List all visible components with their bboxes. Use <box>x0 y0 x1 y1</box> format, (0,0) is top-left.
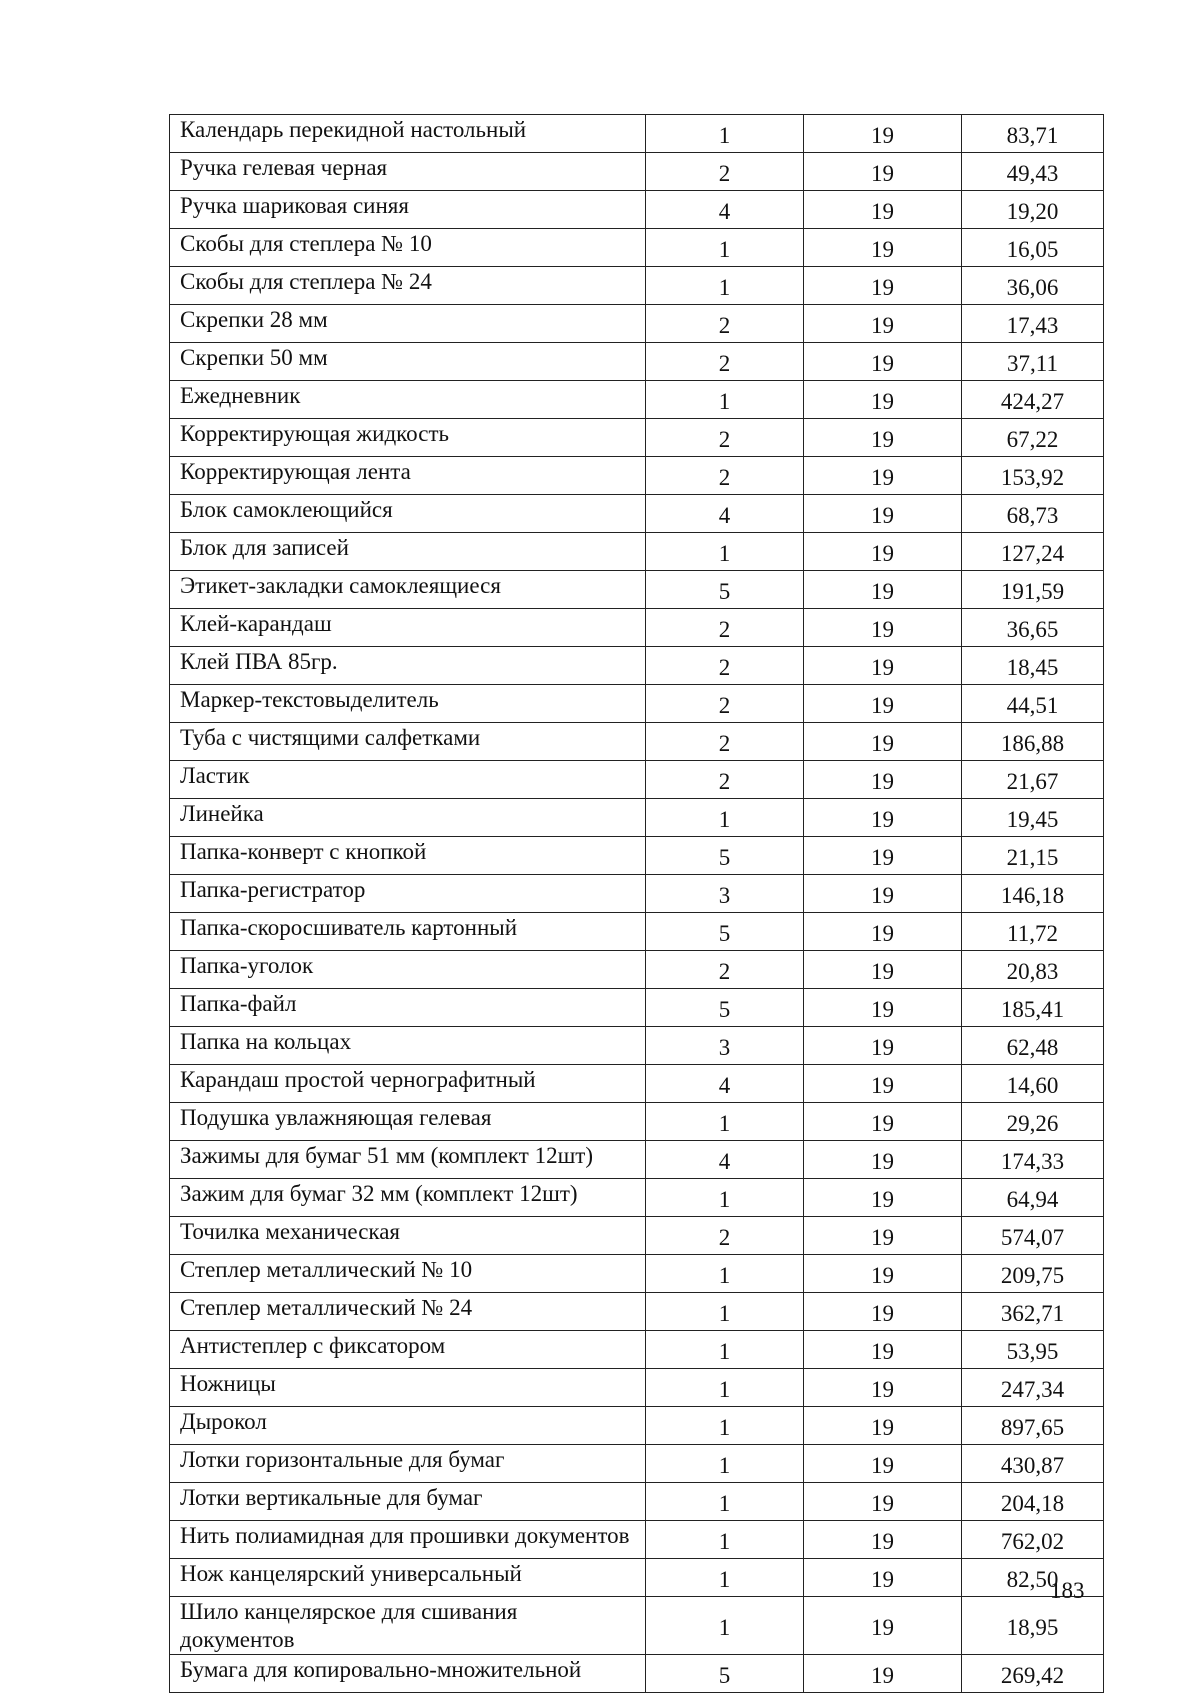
supplies-table <box>169 114 1104 1693</box>
price-cell: 44,51 <box>962 685 1104 723</box>
table-row <box>170 1597 1104 1655</box>
count-cell: 19 <box>804 115 962 153</box>
quantity-cell: 4 <box>646 191 804 229</box>
item-name-cell: Клей ПВА 85гр. <box>170 647 646 685</box>
count-cell: 19 <box>804 229 962 267</box>
price-cell: 247,34 <box>962 1369 1104 1407</box>
item-name-cell: Дырокол <box>170 1407 646 1445</box>
table-body <box>170 115 1104 1693</box>
item-name-cell: Папка-скоросшиватель картонный <box>170 913 646 951</box>
table-row <box>170 1331 1104 1369</box>
count-cell: 19 <box>804 723 962 761</box>
quantity-cell: 1 <box>646 1445 804 1483</box>
item-name-cell: Шило канцелярское для сшивания документов <box>170 1597 646 1655</box>
table-row <box>170 571 1104 609</box>
quantity-cell: 1 <box>646 1483 804 1521</box>
table-row <box>170 685 1104 723</box>
item-name-cell: Этикет-закладки самоклеящиеся <box>170 571 646 609</box>
price-cell: 185,41 <box>962 989 1104 1027</box>
table-row <box>170 115 1104 153</box>
price-cell: 36,06 <box>962 267 1104 305</box>
price-cell: 67,22 <box>962 419 1104 457</box>
quantity-cell: 3 <box>646 875 804 913</box>
item-name-cell: Скобы для степлера № 10 <box>170 229 646 267</box>
table-row <box>170 1521 1104 1559</box>
table-row <box>170 457 1104 495</box>
quantity-cell: 1 <box>646 1293 804 1331</box>
price-cell: 37,11 <box>962 343 1104 381</box>
count-cell: 19 <box>804 571 962 609</box>
count-cell: 19 <box>804 951 962 989</box>
price-cell: 174,33 <box>962 1141 1104 1179</box>
item-name-cell: Нож канцелярский универсальный <box>170 1559 646 1597</box>
item-name-cell: Туба с чистящими салфетками <box>170 723 646 761</box>
item-name-cell: Клей-карандаш <box>170 609 646 647</box>
table-row <box>170 875 1104 913</box>
quantity-cell: 2 <box>646 951 804 989</box>
count-cell: 19 <box>804 305 962 343</box>
count-cell: 19 <box>804 1559 962 1597</box>
quantity-cell: 5 <box>646 1655 804 1693</box>
count-cell: 19 <box>804 1217 962 1255</box>
quantity-cell: 1 <box>646 115 804 153</box>
quantity-cell: 1 <box>646 267 804 305</box>
count-cell: 19 <box>804 837 962 875</box>
quantity-cell: 5 <box>646 837 804 875</box>
item-name-cell: Маркер-текстовыделитель <box>170 685 646 723</box>
price-cell: 36,65 <box>962 609 1104 647</box>
price-cell: 153,92 <box>962 457 1104 495</box>
item-name-cell: Лотки вертикальные для бумаг <box>170 1483 646 1521</box>
price-cell: 18,95 <box>962 1597 1104 1655</box>
quantity-cell: 1 <box>646 1255 804 1293</box>
item-name-cell: Ежедневник <box>170 381 646 419</box>
count-cell: 19 <box>804 191 962 229</box>
count-cell: 19 <box>804 343 962 381</box>
quantity-cell: 2 <box>646 647 804 685</box>
price-cell: 21,67 <box>962 761 1104 799</box>
page-number: 183 <box>1050 1578 1085 1603</box>
quantity-cell: 1 <box>646 229 804 267</box>
item-name-cell: Скрепки 50 мм <box>170 343 646 381</box>
count-cell: 19 <box>804 1445 962 1483</box>
table-row <box>170 153 1104 191</box>
item-name-cell: Блок для записей <box>170 533 646 571</box>
price-cell: 20,83 <box>962 951 1104 989</box>
count-cell: 19 <box>804 1103 962 1141</box>
count-cell: 19 <box>804 1027 962 1065</box>
count-cell: 19 <box>804 267 962 305</box>
item-name-cell: Ножницы <box>170 1369 646 1407</box>
item-name-cell: Зажим для бумаг 32 мм (комплект 12шт) <box>170 1179 646 1217</box>
table-row <box>170 267 1104 305</box>
item-name-cell: Лотки горизонтальные для бумаг <box>170 1445 646 1483</box>
table-row <box>170 1407 1104 1445</box>
count-cell: 19 <box>804 989 962 1027</box>
price-cell: 204,18 <box>962 1483 1104 1521</box>
item-name-cell: Зажимы для бумаг 51 мм (комплект 12шт) <box>170 1141 646 1179</box>
table-row <box>170 1655 1104 1693</box>
item-name-cell: Бумага для копировально-множительной <box>170 1655 646 1693</box>
price-cell: 430,87 <box>962 1445 1104 1483</box>
price-cell: 19,45 <box>962 799 1104 837</box>
count-cell: 19 <box>804 1065 962 1103</box>
item-name-cell: Папка-уголок <box>170 951 646 989</box>
table-row <box>170 305 1104 343</box>
quantity-cell: 2 <box>646 609 804 647</box>
price-cell: 53,95 <box>962 1331 1104 1369</box>
item-name-cell: Ручка гелевая черная <box>170 153 646 191</box>
price-cell: 209,75 <box>962 1255 1104 1293</box>
price-cell: 186,88 <box>962 723 1104 761</box>
item-name-cell: Карандаш простой чернографитный <box>170 1065 646 1103</box>
item-name-cell: Точилка механическая <box>170 1217 646 1255</box>
quantity-cell: 4 <box>646 1141 804 1179</box>
price-cell: 14,60 <box>962 1065 1104 1103</box>
price-cell: 49,43 <box>962 153 1104 191</box>
count-cell: 19 <box>804 875 962 913</box>
count-cell: 19 <box>804 381 962 419</box>
quantity-cell: 5 <box>646 913 804 951</box>
table-row <box>170 837 1104 875</box>
quantity-cell: 1 <box>646 1559 804 1597</box>
table-row <box>170 1445 1104 1483</box>
table-row <box>170 1141 1104 1179</box>
count-cell: 19 <box>804 457 962 495</box>
quantity-cell: 2 <box>646 723 804 761</box>
quantity-cell: 3 <box>646 1027 804 1065</box>
count-cell: 19 <box>804 1597 962 1655</box>
price-cell: 21,15 <box>962 837 1104 875</box>
price-cell: 82,50 <box>962 1559 1104 1597</box>
table-row <box>170 761 1104 799</box>
count-cell: 19 <box>804 1255 962 1293</box>
quantity-cell: 2 <box>646 685 804 723</box>
price-cell: 68,73 <box>962 495 1104 533</box>
count-cell: 19 <box>804 685 962 723</box>
item-name-cell: Скобы для степлера № 24 <box>170 267 646 305</box>
table-row <box>170 989 1104 1027</box>
table-row <box>170 191 1104 229</box>
quantity-cell: 1 <box>646 1597 804 1655</box>
item-name-cell: Корректирующая лента <box>170 457 646 495</box>
table-row <box>170 495 1104 533</box>
count-cell: 19 <box>804 799 962 837</box>
price-cell: 269,42 <box>962 1655 1104 1693</box>
count-cell: 19 <box>804 1407 962 1445</box>
quantity-cell: 2 <box>646 153 804 191</box>
item-name-cell: Нить полиамидная для прошивки документов <box>170 1521 646 1559</box>
count-cell: 19 <box>804 495 962 533</box>
quantity-cell: 5 <box>646 571 804 609</box>
price-cell: 762,02 <box>962 1521 1104 1559</box>
table-row <box>170 1559 1104 1597</box>
table-row <box>170 229 1104 267</box>
quantity-cell: 2 <box>646 343 804 381</box>
price-cell: 16,05 <box>962 229 1104 267</box>
price-cell: 424,27 <box>962 381 1104 419</box>
table-row <box>170 609 1104 647</box>
price-cell: 897,65 <box>962 1407 1104 1445</box>
quantity-cell: 2 <box>646 761 804 799</box>
quantity-cell: 1 <box>646 1369 804 1407</box>
item-name-cell: Папка-файл <box>170 989 646 1027</box>
price-cell: 146,18 <box>962 875 1104 913</box>
quantity-cell: 2 <box>646 305 804 343</box>
count-cell: 19 <box>804 1521 962 1559</box>
table-row <box>170 1179 1104 1217</box>
table-row <box>170 1217 1104 1255</box>
item-name-cell: Блок самоклеющийся <box>170 495 646 533</box>
quantity-cell: 1 <box>646 799 804 837</box>
count-cell: 19 <box>804 1369 962 1407</box>
price-cell: 127,24 <box>962 533 1104 571</box>
quantity-cell: 2 <box>646 1217 804 1255</box>
table-row <box>170 951 1104 989</box>
count-cell: 19 <box>804 1483 962 1521</box>
quantity-cell: 1 <box>646 533 804 571</box>
price-cell: 362,71 <box>962 1293 1104 1331</box>
item-name-cell: Линейка <box>170 799 646 837</box>
count-cell: 19 <box>804 1293 962 1331</box>
quantity-cell: 2 <box>646 457 804 495</box>
quantity-cell: 2 <box>646 419 804 457</box>
count-cell: 19 <box>804 1331 962 1369</box>
item-name-cell: Папка на кольцах <box>170 1027 646 1065</box>
price-cell: 18,45 <box>962 647 1104 685</box>
quantity-cell: 1 <box>646 1521 804 1559</box>
item-name-cell: Календарь перекидной настольный <box>170 115 646 153</box>
price-cell: 11,72 <box>962 913 1104 951</box>
table-row <box>170 723 1104 761</box>
table-row <box>170 419 1104 457</box>
price-cell: 29,26 <box>962 1103 1104 1141</box>
table-row <box>170 1369 1104 1407</box>
count-cell: 19 <box>804 1655 962 1693</box>
count-cell: 19 <box>804 419 962 457</box>
item-name-cell: Папка-регистратор <box>170 875 646 913</box>
count-cell: 19 <box>804 1141 962 1179</box>
table-row <box>170 799 1104 837</box>
table-row <box>170 647 1104 685</box>
table-row <box>170 1293 1104 1331</box>
price-cell: 83,71 <box>962 115 1104 153</box>
table-row <box>170 381 1104 419</box>
count-cell: 19 <box>804 153 962 191</box>
item-name-cell: Подушка увлажняющая гелевая <box>170 1103 646 1141</box>
quantity-cell: 1 <box>646 381 804 419</box>
table-row <box>170 343 1104 381</box>
price-cell: 17,43 <box>962 305 1104 343</box>
item-name-cell: Папка-конверт с кнопкой <box>170 837 646 875</box>
table-row <box>170 1255 1104 1293</box>
item-name-cell: Ручка шариковая синяя <box>170 191 646 229</box>
price-cell: 191,59 <box>962 571 1104 609</box>
price-cell: 19,20 <box>962 191 1104 229</box>
table-row <box>170 1103 1104 1141</box>
quantity-cell: 1 <box>646 1179 804 1217</box>
count-cell: 19 <box>804 533 962 571</box>
table-row <box>170 913 1104 951</box>
quantity-cell: 4 <box>646 1065 804 1103</box>
quantity-cell: 1 <box>646 1103 804 1141</box>
table-row <box>170 1027 1104 1065</box>
quantity-cell: 1 <box>646 1407 804 1445</box>
item-name-cell: Корректирующая жидкость <box>170 419 646 457</box>
quantity-cell: 5 <box>646 989 804 1027</box>
item-name-cell: Антистеплер с фиксатором <box>170 1331 646 1369</box>
price-cell: 64,94 <box>962 1179 1104 1217</box>
count-cell: 19 <box>804 609 962 647</box>
count-cell: 19 <box>804 1179 962 1217</box>
count-cell: 19 <box>804 913 962 951</box>
quantity-cell: 1 <box>646 1331 804 1369</box>
table-row <box>170 1483 1104 1521</box>
item-name-cell: Ластик <box>170 761 646 799</box>
table-row <box>170 1065 1104 1103</box>
price-cell: 574,07 <box>962 1217 1104 1255</box>
price-cell: 62,48 <box>962 1027 1104 1065</box>
item-name-cell: Степлер металлический № 10 <box>170 1255 646 1293</box>
quantity-cell: 4 <box>646 495 804 533</box>
count-cell: 19 <box>804 647 962 685</box>
item-name-cell: Степлер металлический № 24 <box>170 1293 646 1331</box>
table-row <box>170 533 1104 571</box>
count-cell: 19 <box>804 761 962 799</box>
item-name-cell: Скрепки 28 мм <box>170 305 646 343</box>
